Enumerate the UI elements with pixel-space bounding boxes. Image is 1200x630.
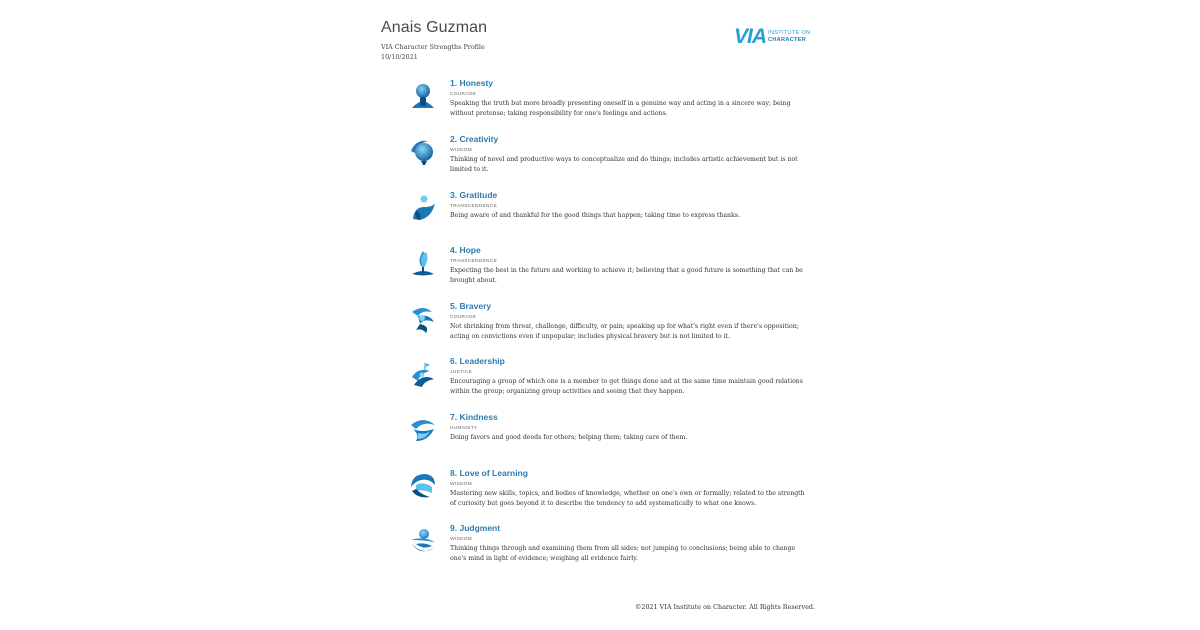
report-title: VIA Character Strengths Profile — [381, 43, 485, 51]
bravery-icon — [408, 304, 438, 334]
strength-virtue: WISDOM — [450, 148, 473, 153]
copyright-footer: ©2021 VIA Institute on Character. All Rights Reserved. — [635, 603, 815, 611]
strength-virtue: TRANSCENDENCE — [450, 204, 498, 209]
strength-virtue: COURAGE — [450, 92, 477, 97]
report-subtitle — [381, 42, 485, 62]
logo-line-1: INSTITUTE ON — [768, 30, 811, 36]
strength-item — [408, 301, 808, 351]
hope-icon — [408, 248, 438, 278]
strength-title: 7. Kindness — [450, 412, 498, 422]
creativity-icon — [408, 137, 438, 167]
strength-virtue: COURAGE — [450, 315, 477, 320]
strength-item — [408, 245, 808, 295]
strength-virtue: WISDOM — [450, 482, 473, 487]
strength-virtue: TRANSCENDENCE — [450, 259, 498, 264]
strength-description: Thinking things through and examining them from all sides; not jumping to conclusions; being able to change one's mind in light of evidence; weighing all evidence fairly. — [450, 545, 796, 562]
strength-item — [408, 356, 808, 406]
leadership-icon — [408, 359, 438, 389]
logo-text — [768, 30, 810, 43]
kindness-icon — [408, 415, 438, 445]
strength-virtue: JUSTICE — [450, 370, 473, 375]
strength-item — [408, 190, 808, 240]
strength-item — [408, 134, 808, 184]
strength-title: 4. Hope — [450, 245, 481, 255]
honesty-icon — [408, 81, 438, 111]
strength-title: 2. Creativity — [450, 134, 499, 144]
strength-title: 9. Judgment — [450, 523, 501, 533]
logo-line-2: CHARACTER — [768, 36, 807, 43]
strength-description: Not shrinking from threat, challenge, difficulty, or pain; speaking up for what's right even if there's opposition; acting on convictions even if unpopular; includes physical bravery but is not limited to it. — [450, 323, 799, 340]
strength-description: Encouraging a group of which one is a member to get things done and at the same time maintain good relations within the group; organizing group activities and seeing that they happen. — [450, 378, 803, 395]
strength-description: Doing favors and good deeds for others; helping them; taking care of them. — [450, 434, 688, 441]
love-of-learning-icon — [408, 471, 438, 501]
strength-item — [408, 523, 808, 573]
gratitude-icon — [408, 193, 438, 223]
strength-title: 3. Gratitude — [450, 190, 498, 200]
strength-item — [408, 78, 808, 128]
strength-description: Speaking the truth but more broadly presenting oneself in a genuine way and acting in a sincere way; being without pretense; taking responsibility for one's feelings and actions. — [450, 100, 791, 117]
strength-virtue: WISDOM — [450, 537, 473, 542]
judgment-icon — [408, 526, 438, 556]
report-date: 10/10/2021 — [381, 53, 418, 61]
strength-title: 5. Bravery — [450, 301, 492, 311]
logo-mark: VIA — [734, 25, 767, 48]
strength-item — [408, 468, 808, 518]
via-logo — [734, 26, 824, 48]
strength-title: 6. Leadership — [450, 356, 505, 366]
person-name: Anais Guzman — [381, 19, 488, 36]
strength-description: Being aware of and thankful for the good things that happen; taking time to express thanks. — [450, 212, 740, 219]
strength-title: 1. Honesty — [450, 78, 494, 88]
strength-virtue: HUMANITY — [450, 426, 478, 431]
strength-description: Thinking of novel and productive ways to conceptualize and do things; includes artistic achievement but is not limited to it. — [450, 156, 798, 173]
strength-item — [408, 412, 808, 462]
strength-description: Mastering new skills, topics, and bodies of knowledge, whether on one's own or formally; related to the strength of curiosity but goes beyond it to describe the tendency to add systematically to what one knows. — [450, 490, 805, 507]
strength-title: 8. Love of Learning — [450, 468, 528, 478]
strength-description: Expecting the best in the future and working to achieve it; believing that a good future is something that can be brought about. — [450, 267, 803, 284]
